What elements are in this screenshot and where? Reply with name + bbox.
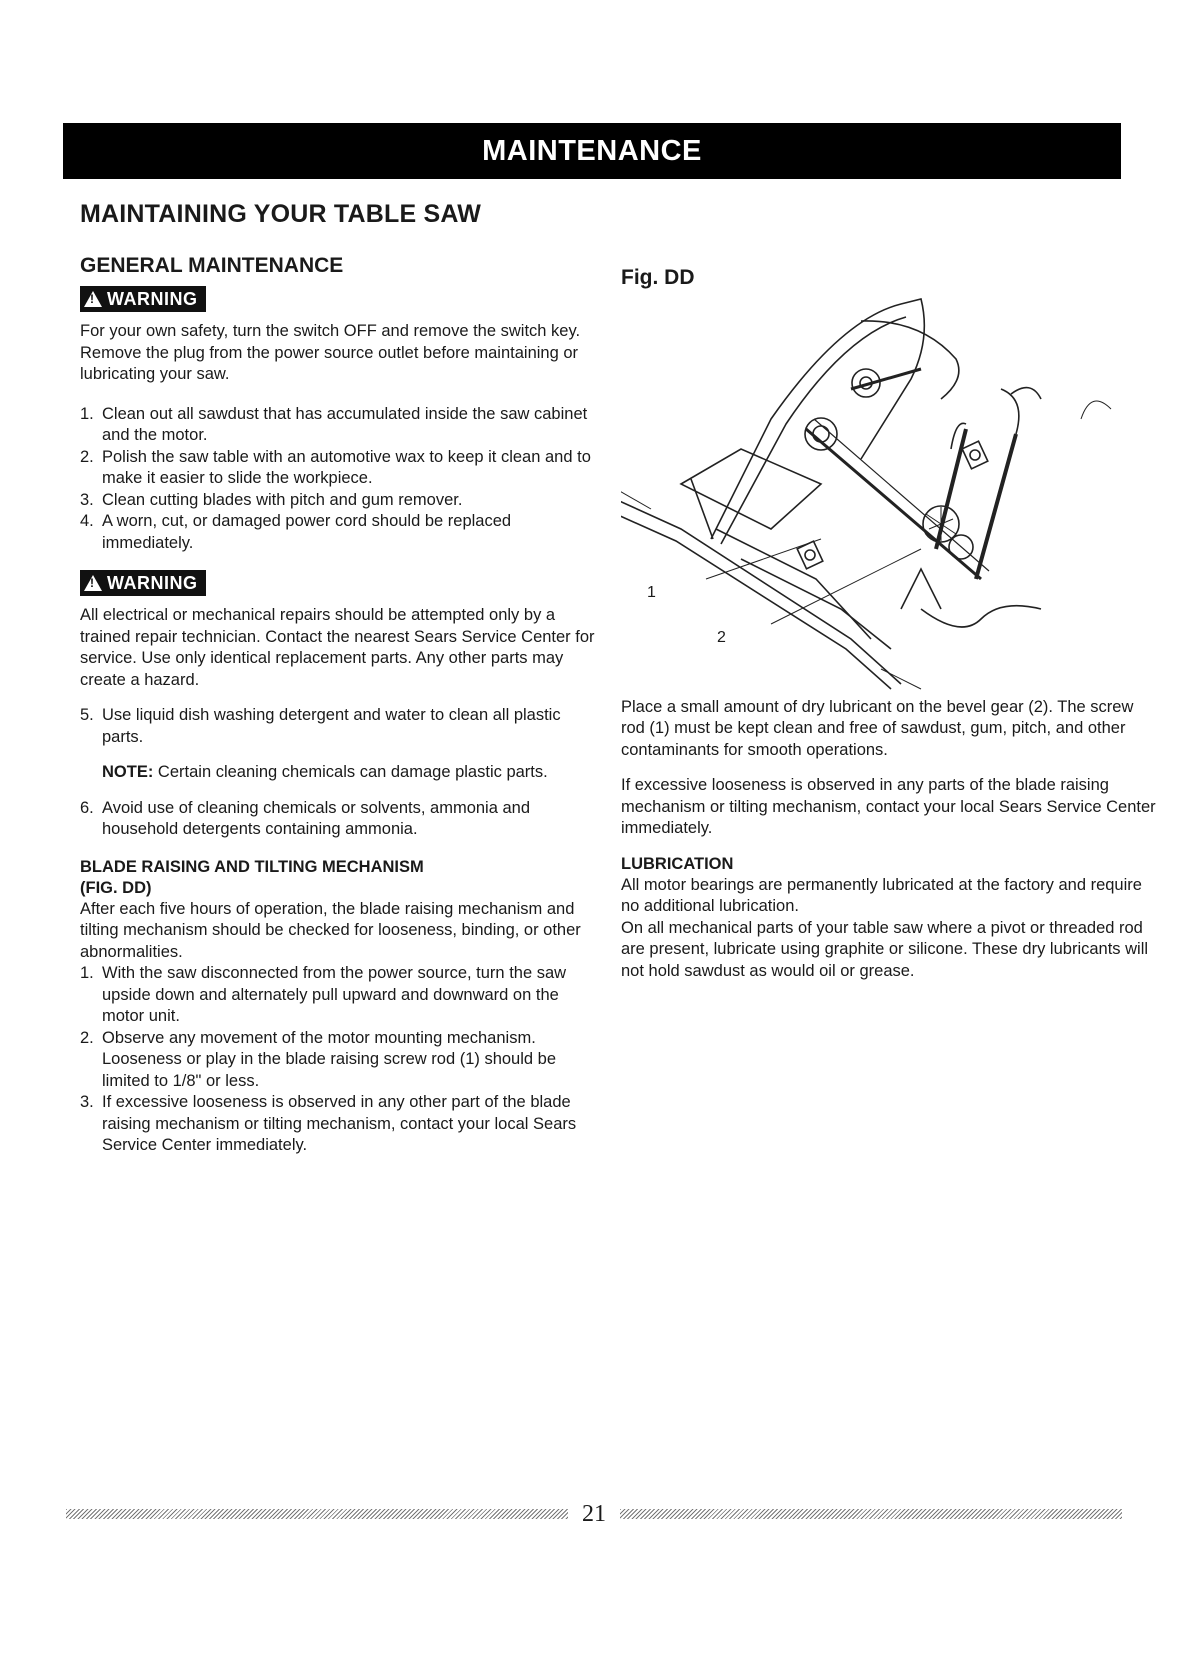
callout-1: 1 xyxy=(647,583,656,601)
blade-steps-list xyxy=(80,963,600,1157)
general-maintenance-heading: GENERAL MAINTENANCE xyxy=(80,254,344,277)
page-title: MAINTAINING YOUR TABLE SAW xyxy=(80,200,482,228)
general-steps-list xyxy=(80,404,600,555)
note-label: NOTE: xyxy=(102,763,154,781)
blade-heading-fig: (FIG. DD) xyxy=(80,878,152,897)
warning-triangle-icon xyxy=(84,291,102,307)
figure-label: Fig. DD xyxy=(621,266,695,289)
page-footer xyxy=(66,1502,1122,1526)
right-column xyxy=(621,267,1161,982)
warning-2-text: All electrical or mechanical repairs should be attempted only by a trained repair technician. Contact the nearest Sears Service Center for service. Use only identical replacement parts. Any other parts may create a hazard. xyxy=(80,606,595,689)
section-banner: MAINTENANCE xyxy=(63,123,1121,179)
looseness-text: If excessive looseness is observed in any parts of the blade raising mechanism or tilting mechanism, contact your local Sears Service Center immediately. xyxy=(621,776,1156,837)
callout-2: 2 xyxy=(717,628,726,646)
warning-badge-label: WARNING xyxy=(107,288,198,309)
list-item: 2. Observe any movement of the motor mounting mechanism. Looseness or play in the blade raising screw rod (1) should be limited to 1/8" or less. xyxy=(80,1028,557,1090)
blade-intro: After each five hours of operation, the blade raising mechanism and tilting mechanism should be checked for looseness, binding, or other abnormalities. xyxy=(80,899,581,961)
list-item: 5. Use liquid dish washing detergent and water to clean all plastic parts. xyxy=(80,706,561,746)
left-column xyxy=(80,254,600,1157)
lubrication-heading: LUBRICATION xyxy=(621,854,734,873)
warning-badge-label: WARNING xyxy=(107,572,198,593)
blade-section xyxy=(80,857,600,1157)
list-item: 1. Clean out all sawdust that has accumulated inside the saw cabinet and the motor. xyxy=(80,404,588,444)
warning-triangle-icon xyxy=(84,575,102,591)
list-item: 6. Avoid use of cleaning chemicals or solvents, ammonia and household detergents containing ammonia. xyxy=(80,798,531,838)
blade-heading: BLADE RAISING AND TILTING MECHANISM xyxy=(80,857,424,876)
list-item: 1. With the saw disconnected from the power source, turn the saw upside down and alternately pull upward and downward on the motor unit. xyxy=(80,964,567,1025)
warning-badge-1 xyxy=(80,286,206,312)
note-text: NOTE: Certain cleaning chemicals can damage plastic parts. xyxy=(102,763,548,781)
list-item: 4. A worn, cut, or damaged power cord should be replaced immediately. xyxy=(80,512,512,552)
saw-mechanism-illustration xyxy=(621,279,1161,699)
footer-hatch-right xyxy=(620,1509,1122,1519)
page-number: 21 xyxy=(582,1500,606,1527)
lubrication-text-1: All motor bearings are permanently lubricated at the factory and require no additional lubrication. xyxy=(621,875,1142,915)
lubrication-text-2: On all mechanical parts of your table saw where a pivot or threaded rod are present, lubricate using graphite or silicone. These dry lubricants will not hold sawdust as would oil or grease. xyxy=(621,918,1149,980)
footer-hatch-left xyxy=(66,1509,568,1519)
list-item: 2. Polish the saw table with an automotive wax to keep it clean and to make it easier to slide the workpiece. xyxy=(80,447,591,487)
list-item: 3. Clean cutting blades with pitch and gum remover. xyxy=(80,490,463,509)
figure-dd xyxy=(621,279,1161,699)
warning-1-text: For your own safety, turn the switch OFF and remove the switch key. Remove the plug from the power source outlet before maintaining or lubricating your saw. xyxy=(80,322,581,383)
general-step-6 xyxy=(80,798,600,841)
warning-badge-2 xyxy=(80,570,206,596)
lubricant-instruction: Place a small amount of dry lubricant on the bevel gear (2). The screw rod (1) must be kept clean and free of sawdust, gum, pitch, and other contaminants for smooth operations. xyxy=(621,697,1134,759)
list-item: 3. If excessive looseness is observed in any other part of the blade raising mechanism or tilting mechanism, contact your local Sears Service Center immediately. xyxy=(80,1093,577,1154)
general-step-5 xyxy=(80,705,600,748)
